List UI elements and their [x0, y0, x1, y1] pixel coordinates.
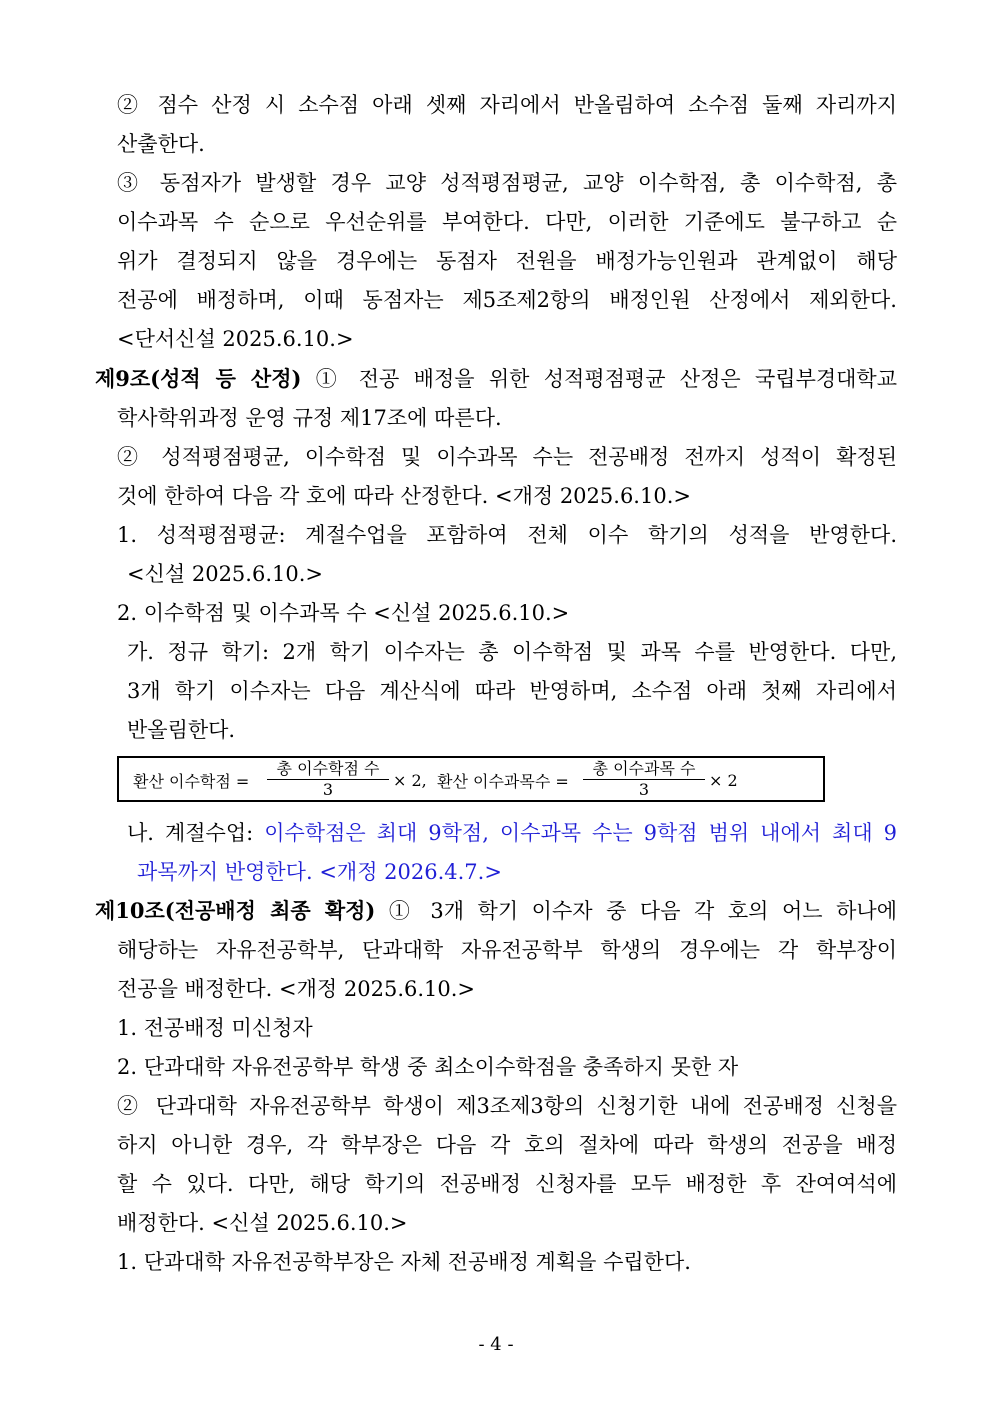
para-line: 할 수 있다. 다만, 해당 학기의 전공배정 신청자를 모두 배정한 후 잔여여석에 [117, 1172, 897, 1196]
list-item: 1. 단과대학 자유전공학부장은 자체 전공배정 계획을 수립한다. [117, 1250, 691, 1274]
para-line: 것에 한하여 다음 각 호에 따라 산정한다. <개정 2025.6.10.> [117, 484, 691, 508]
page-number: - 4 - [478, 1334, 514, 1355]
article-10-title: 제10조(전공배정 최종 확정) [95, 898, 376, 923]
sub-item [127, 820, 897, 846]
fraction-credits [267, 759, 389, 800]
formula-multiplier: × 2 [709, 770, 738, 790]
fraction-numerator: 총 이수과목 수 [583, 759, 705, 780]
para-line: 학사학위과정 운영 규정 제17조에 따른다. [117, 406, 502, 430]
amendment-note: <신설 2025.6.10.> [127, 562, 323, 586]
article-10-heading [95, 898, 897, 924]
article-10-text: ① 3개 학기 이수자 중 다음 각 호의 어느 하나에 [375, 899, 897, 923]
formula-lhs-courses: 환산 이수과목수 = [437, 771, 569, 791]
para-line: 배정한다. <신설 2025.6.10.> [117, 1211, 408, 1235]
fraction-courses [583, 759, 705, 800]
para-line: 해당하는 자유전공학부, 단과대학 자유전공학부 학생의 경우에는 각 학부장이 [117, 938, 897, 962]
para-line: ③ 동점자가 발생할 경우 교양 성적평점평균, 교양 이수학점, 총 이수학점, 총 [117, 171, 897, 195]
para-line: ② 단과대학 자유전공학부 학생이 제3조제3항의 신청기한 내에 전공배정 신청을 [117, 1094, 897, 1118]
para-line: 위가 결정되지 않을 경우에는 동점자 전원을 배정가능인원과 관계없이 해당 [117, 249, 897, 273]
formula-box [117, 756, 825, 802]
amended-text: 과목까지 반영한다. <개정 2026.4.7.> [137, 860, 502, 884]
fraction-denominator: 3 [322, 780, 334, 799]
article-9-heading [95, 366, 897, 392]
para-line: ② 점수 산정 시 소수점 아래 셋째 자리에서 반올림하여 소수점 둘째 자리까지 [117, 93, 897, 117]
para-line: 이수과목 수 순으로 우선순위를 부여한다. 다만, 이러한 기준에도 불구하고 순 [117, 210, 897, 234]
list-item: 2. 이수학점 및 이수과목 수 <신설 2025.6.10.> [117, 601, 570, 625]
fraction-denominator: 3 [638, 780, 650, 799]
para-line: ② 성적평점평균, 이수학점 및 이수과목 수는 전공배정 전까지 성적이 확정된 [117, 445, 897, 469]
sub-item: 반올림한다. [127, 718, 236, 742]
list-item: 1. 전공배정 미신청자 [117, 1016, 313, 1040]
article-9-title: 제9조(성적 등 산정) [95, 366, 302, 391]
sub-item-prefix: 나. 계절수업: [127, 821, 265, 845]
sub-item: 가. 정규 학기: 2개 학기 이수자는 총 이수학점 및 과목 수를 반영한다. 다만, [127, 640, 897, 664]
para-line: 하지 아니한 경우, 각 학부장은 다음 각 호의 절차에 따라 학생의 전공을 배정 [117, 1133, 897, 1157]
para-line: 산출한다. [117, 132, 205, 156]
para-line: 전공에 배정하며, 이때 동점자는 제5조제2항의 배정인원 산정에서 제외한다. [117, 288, 897, 312]
list-item: 1. 성적평점평균: 계절수업을 포함하여 전체 이수 학기의 성적을 반영한다. [117, 523, 897, 547]
article-9-text: ① 전공 배정을 위한 성적평점평균 산정은 국립부경대학교 [301, 367, 898, 391]
sub-item: 3개 학기 이수자는 다음 계산식에 따라 반영하며, 소수점 아래 첫째 자리에서 [127, 679, 897, 703]
formula-multiplier: × 2, [393, 770, 427, 790]
fraction-numerator: 총 이수학점 수 [267, 759, 389, 780]
formula-lhs-credits: 환산 이수학점 = [133, 771, 250, 791]
para-line: 전공을 배정한다. <개정 2025.6.10.> [117, 977, 476, 1001]
amendment-note: <단서신설 2025.6.10.> [117, 327, 354, 351]
amended-text: 이수학점은 최대 9학점, 이수과목 수는 9학점 범위 내에서 최대 9 [264, 821, 897, 845]
list-item: 2. 단과대학 자유전공학부 학생 중 최소이수학점을 충족하지 못한 자 [117, 1055, 739, 1079]
